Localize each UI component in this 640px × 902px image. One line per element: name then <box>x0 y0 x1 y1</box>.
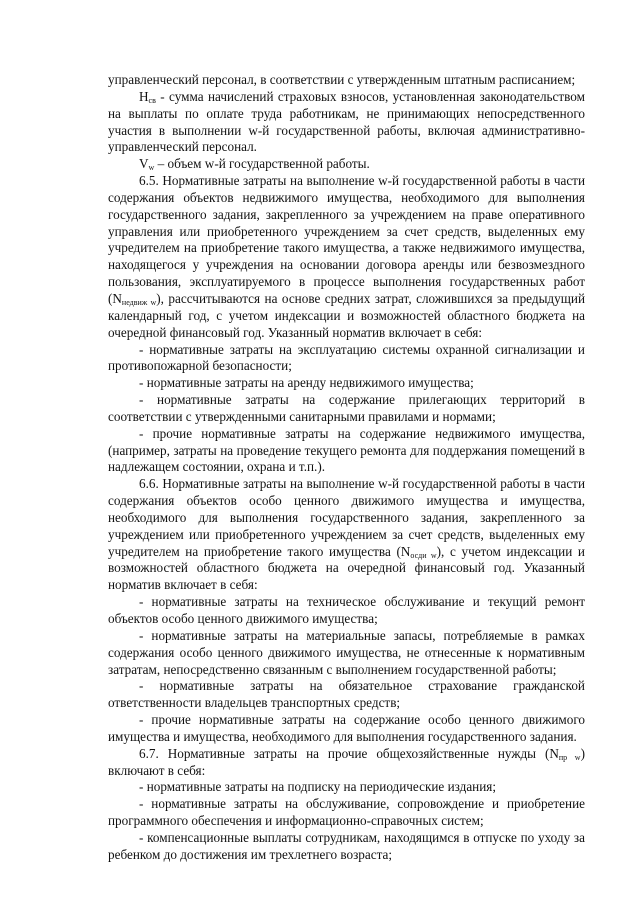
text-run: - сумма начислений страховых взносов, установленная законодательством на выплаты по оплате труда работникам, не принимающих непосредственного участия в выполнении w-й государственной работы, включая административно-управленческий персонал. <box>108 88 585 155</box>
text-run: - прочие нормативные затраты на содержание недвижимого имущества, (например, затраты на проведение текущего ремонта для поддержания помещений в надлежащем состоянии, охрана и т.п.). <box>108 425 585 475</box>
paragraph <box>108 426 585 477</box>
paragraph <box>108 796 585 830</box>
paragraph <box>108 476 585 594</box>
paragraph <box>108 89 585 156</box>
text-run: - нормативные затраты на подписку на периодические издания; <box>139 779 497 795</box>
text-run: - нормативные затраты на аренду недвижимого имущества; <box>139 375 474 391</box>
paragraph <box>108 173 585 341</box>
paragraph <box>108 392 585 426</box>
paragraph <box>108 156 585 173</box>
subscript: св <box>148 95 156 105</box>
paragraph <box>108 678 585 712</box>
subscript: осди w <box>410 550 437 560</box>
text-run: управленческий персонал, в соответствии с утвержденным штатным расписанием; <box>108 72 576 87</box>
paragraph <box>108 72 585 89</box>
text-run: – объем w-й государственной работы. <box>154 156 370 172</box>
text-run: Н <box>139 88 149 104</box>
text-run: 6.5. Нормативные затраты на выполнение w-й государственной работы в части содержания объектов недвижимого имущества, необходимого для выполнения государственного задания, закрепленного за учреждением на праве оперативного управления или приобретенного учреждением за счет средств, выделенных ему учредителем на приобретение такого имущества, а также недвижимого имущества, находящегося у учреждения на основании договора аренды или безвозмездного пользования, эксплуатируемого в процессе выполнения государственных работ (N <box>108 173 585 306</box>
text-run: ), рассчитываются на основе средних затрат, сложившихся за предыдущий календарный год, с учетом индексации и возможностей областного бюджета на очередной финансовый год. Указанный норматив включает в себя: <box>108 290 585 340</box>
text-run: 6.7. Нормативные затраты на прочие общехозяйственные нужды (N <box>139 745 559 761</box>
text-run: - нормативные затраты на содержание прилегающих территорий в соответствии с утвержденными санитарными правилами и нормами; <box>108 392 585 424</box>
document-body <box>108 72 585 864</box>
paragraph <box>108 628 585 679</box>
text-run: - нормативные затраты на обслуживание, сопровождение и приобретение программного обеспечения и информационно-справочных систем; <box>108 796 585 829</box>
paragraph <box>108 375 585 392</box>
subscript: недвиж w <box>121 297 157 307</box>
text-run: - компенсационные выплаты сотрудникам, находящимся в отпуске по уходу за ребенком до достижения им трехлетнего возраста; <box>108 829 585 862</box>
text-run: - нормативные затраты на эксплуатацию системы охранной сигнализации и противопожарной безопасности; <box>108 341 585 374</box>
text-run: ) включают в себя: <box>108 745 585 778</box>
text-run: - нормативные затраты на обязательное страхование гражданской ответственности владельцев транспортных средств; <box>108 678 585 711</box>
paragraph <box>108 779 585 796</box>
text-run: 6.6. Нормативные затраты на выполнение w-й государственной работы в части содержания объектов особо ценного движимого имущества и имущества, необходимого для выполнения государственного задания, закрепленного за учреждением или приобретенного учреждением за счет средств, выделенных ему учредителем на приобретение такого имущества (N <box>108 476 585 559</box>
paragraph <box>108 594 585 628</box>
paragraph <box>108 830 585 864</box>
text-run: ), с учетом индексации и возможностей областного бюджета на очередной финансовый год. Указанный норматив включает в себя: <box>108 543 585 593</box>
paragraph <box>108 746 585 780</box>
subscript: w <box>148 163 155 173</box>
subscript: пр w <box>558 752 581 762</box>
text-run: - нормативные затраты на материальные запасы, потребляемые в рамках содержания особо ценного движимого имущества, не отнесенные к нормативным затратам, непосредственно связанным с выполнением государственной работы; <box>108 627 585 677</box>
paragraph <box>108 342 585 376</box>
text-run: - прочие нормативные затраты на содержание особо ценного движимого имущества и имущества, необходимого для выполнения государственного задания. <box>108 712 585 744</box>
text-run: - нормативные затраты на техническое обслуживание и текущий ремонт объектов особо ценного движимого имущества; <box>108 594 585 626</box>
paragraph <box>108 712 585 746</box>
text-run: V <box>139 156 149 172</box>
